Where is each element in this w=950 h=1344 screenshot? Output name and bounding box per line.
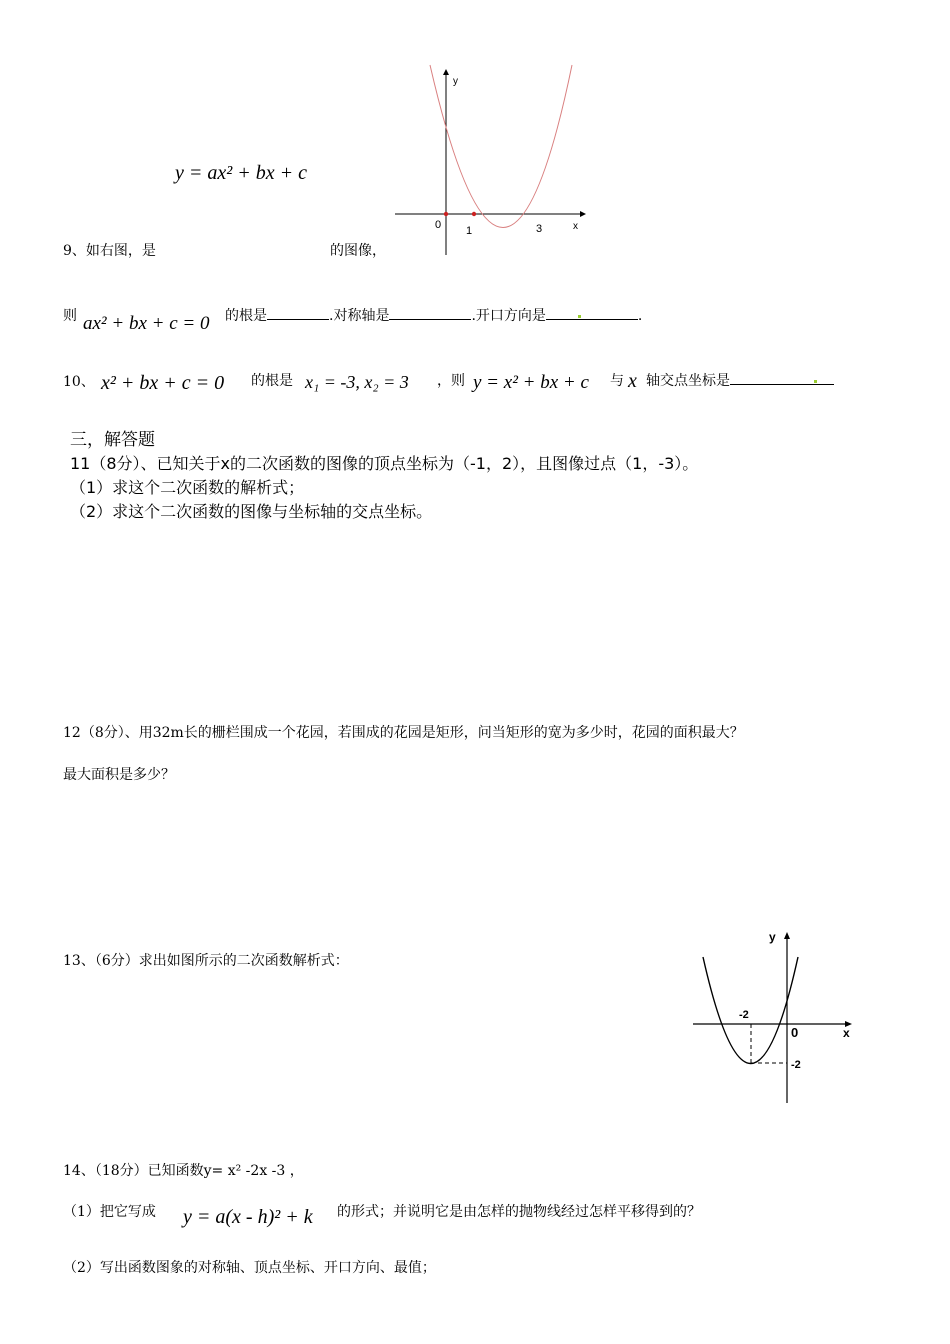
q10-stray-dot [814, 380, 817, 383]
q10-function: y = x² + bx + c [473, 372, 589, 393]
q13-text: 13、（6分）求出如图所示的二次函数解析式： [63, 953, 349, 969]
q9-axis-label: .对称轴是 [329, 308, 390, 324]
q9-roots-question [225, 305, 642, 325]
q9-root-point [472, 212, 476, 216]
q13-x-label: x [843, 1026, 850, 1040]
q9-end: . [637, 308, 643, 324]
q9-roots-label: 的根是 [225, 308, 267, 324]
q9-origin-point [444, 212, 448, 216]
q9-formula-top: y = ax² + bx + c [175, 162, 307, 184]
q14-part2: （2）写出函数图象的对称轴、顶点坐标、开口方向、最值； [63, 1260, 436, 1276]
q12-line1: 12（8分）、用32m长的栅栏围成一个花园，若围成的花园是矩形，问当矩形的宽为多少时，花园的面积最大？ [63, 725, 744, 741]
q9-line2-prefix: 则 [63, 308, 77, 324]
q9-y-arrow [443, 69, 449, 75]
q11-line2: （1）求这个二次函数的解析式； [70, 478, 305, 497]
q11-line3: （2）求这个二次函数的图像与坐标轴的交点坐标。 [70, 502, 433, 521]
q13-y-mark: -2 [791, 1059, 801, 1071]
q9-y-label: y [453, 76, 458, 87]
q14-part1-prefix: （1）把它写成 [63, 1204, 156, 1220]
q10-with: 与 [610, 373, 624, 389]
q12-line2: 最大面积是多少？ [63, 767, 175, 783]
q11-line1: 11（8分）、已知关于x的二次函数的图像的顶点坐标为（-1，2），且图像过点（1，-3）。 [70, 454, 699, 473]
q9-parabola-graph [385, 60, 595, 260]
q10-answer-blank[interactable] [730, 370, 834, 385]
q13-y-arrow [784, 932, 790, 939]
q9-opening-blank[interactable] [546, 305, 638, 320]
q13-y-label: y [769, 930, 776, 944]
q10-roots-label: 的根是 [251, 373, 293, 389]
q9-roots-blank[interactable] [267, 305, 329, 320]
q10-tail: 轴交点坐标是 [646, 373, 730, 389]
q10-number: 10、 [63, 374, 95, 390]
q9-tick-1: 1 [466, 225, 473, 237]
q14-part1-suffix: 的形式；并说明它是由怎样的抛物线经过怎样平移得到的？ [337, 1204, 701, 1220]
q9-stray-dot [578, 315, 581, 318]
q10-x-variable: x [628, 370, 637, 392]
q10-roots: x₁ = -3, x₂ = 3 [305, 372, 409, 392]
q9-axis-blank[interactable] [389, 305, 471, 320]
q10-equation: x² + bx + c = 0 [101, 372, 225, 394]
q13-origin-label: 0 [791, 1025, 799, 1040]
q14-line1: 14、（18分）已知函数y= x² -2x -3 ， [63, 1163, 304, 1179]
q9-opening-label: .开口方向是 [471, 308, 546, 324]
q9-suffix: 的图像， [330, 243, 386, 259]
q13-x-mark: -2 [739, 1009, 749, 1021]
q9-prefix: 9、如右图，是 [63, 243, 156, 259]
section3-heading: 三，解答题 [70, 430, 155, 450]
q14-part1-formula: y = a(x - h)² + k [183, 1206, 313, 1228]
q13-parabola-graph [685, 925, 860, 1110]
q9-x-label: x [573, 221, 578, 232]
q9-x-arrow [580, 211, 586, 217]
q9-equation: ax² + bx + c = 0 [83, 313, 210, 334]
q10-tail-question [646, 370, 834, 390]
q10-comma-then: ，则 [437, 373, 465, 389]
q9-parabola-curve [430, 65, 572, 228]
q9-tick-3: 3 [536, 223, 543, 235]
q9-tick-0: 0 [435, 219, 442, 231]
